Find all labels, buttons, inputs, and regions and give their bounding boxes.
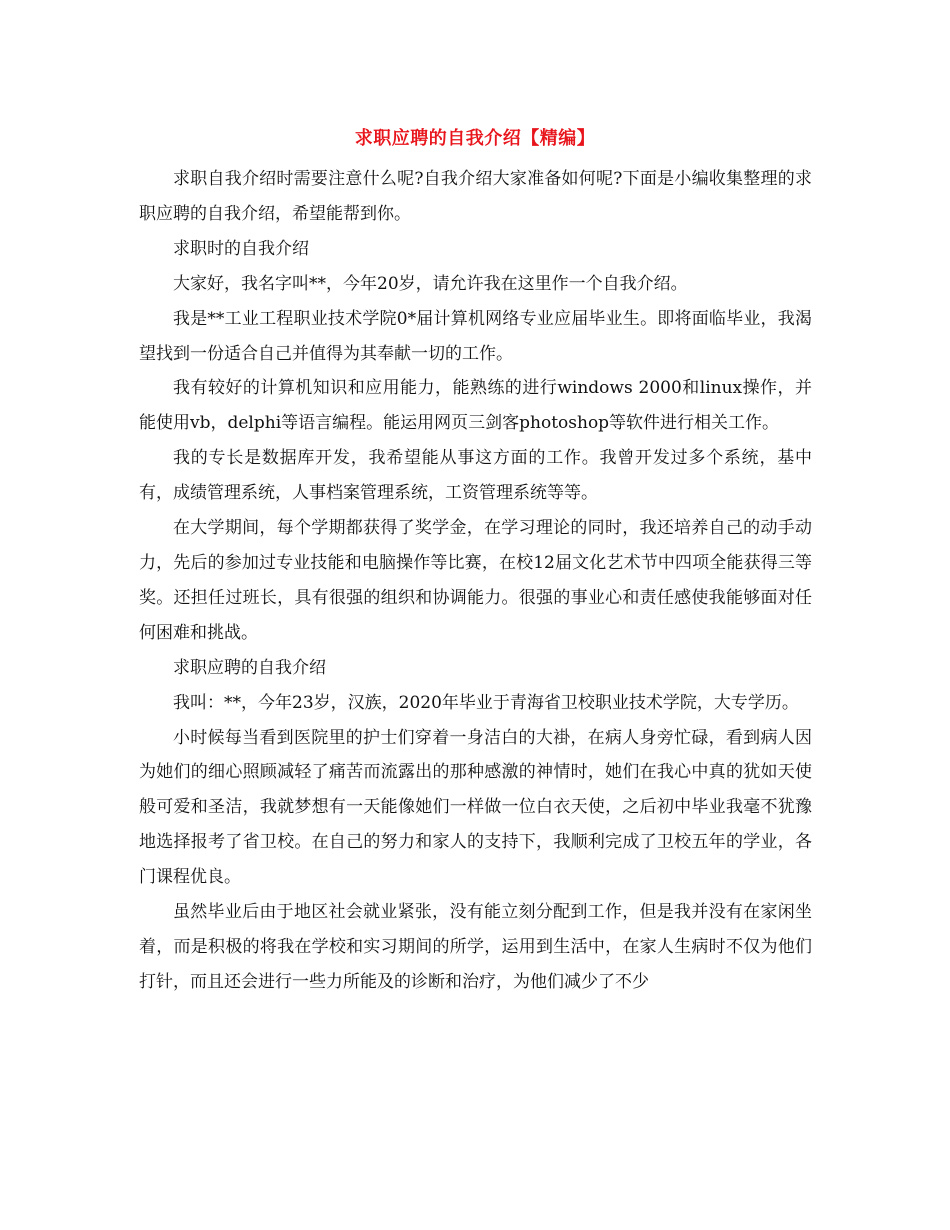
paragraph-database-specialty: 我的专长是数据库开发，我希望能从事这方面的工作。我曾开发过多个系统，基中有，成绩管理系统，人事档案管理系统，工资管理系统等等。 (139, 448, 812, 504)
paragraph-greeting: 大家好，我名字叫**，今年20岁，请允许我在这里作一个自我介绍。 (173, 273, 688, 294)
section-heading-job-intro: 求职时的自我介绍 (173, 238, 309, 259)
paragraph-university: 在大学期间，每个学期都获得了奖学金，在学习理论的同时，我还培养自己的动手动力，先后的参加过专业技能和电脑操作等比赛，在校12届文化艺术节中四项全能获得三等奖。还担任过班长，具有很强的组织和协调能力。很强的事业心和责任感使我能够面对任何困难和挑战。 (139, 518, 812, 643)
paragraph-computer-skills: 我有较好的计算机知识和应用能力，能熟练的进行windows 2000和linux操作，并能使用vb，delphi等语言编程。能运用网页三剑客photoshop等软件进行相关工作。 (139, 378, 812, 434)
document-title: 求职应聘的自我介绍【精编】 (354, 128, 596, 149)
paragraph-personal-info: 我叫：**，今年23岁，汉族，2020年毕业于青海省卫校职业技术学院，大专学历。 (173, 692, 799, 713)
document-body (139, 162, 812, 1000)
paragraph-after-graduation: 虽然毕业后由于地区社会就业紧张，没有能立刻分配到工作，但是我并没有在家闲坐着，而是积极的将我在学校和实习期间的所学，运用到生活中，在家人生病时不仅为他们打针，而且还会进行一些力所能及的诊断和治疗，为他们减少了不少 (139, 902, 812, 992)
paragraph-childhood-dream: 小时候每当看到医院里的护士们穿着一身洁白的大褂，在病人身旁忙碌，看到病人因为她们的细心照顾减轻了痛苦而流露出的那种感激的神情时，她们在我心中真的犹如天使般可爱和圣洁，我就梦想有一天能像她们一样做一位白衣天使，之后初中毕业我毫不犹豫地选择报考了省卫校。在自己的努力和家人的支持下，我顺利完成了卫校五年的学业，各门课程优良。 (139, 727, 812, 888)
paragraph-intro: 求职自我介绍时需要注意什么呢?自我介绍大家准备如何呢?下面是小编收集整理的求职应聘的自我介绍，希望能帮到你。 (139, 169, 812, 224)
section-heading-application-intro: 求职应聘的自我介绍 (173, 657, 326, 678)
paragraph-school: 我是**工业工程职业技术学院0*届计算机网络专业应届毕业生。即将面临毕业，我渴望找到一份适合自己并值得为其奉献一切的工作。 (139, 308, 812, 364)
